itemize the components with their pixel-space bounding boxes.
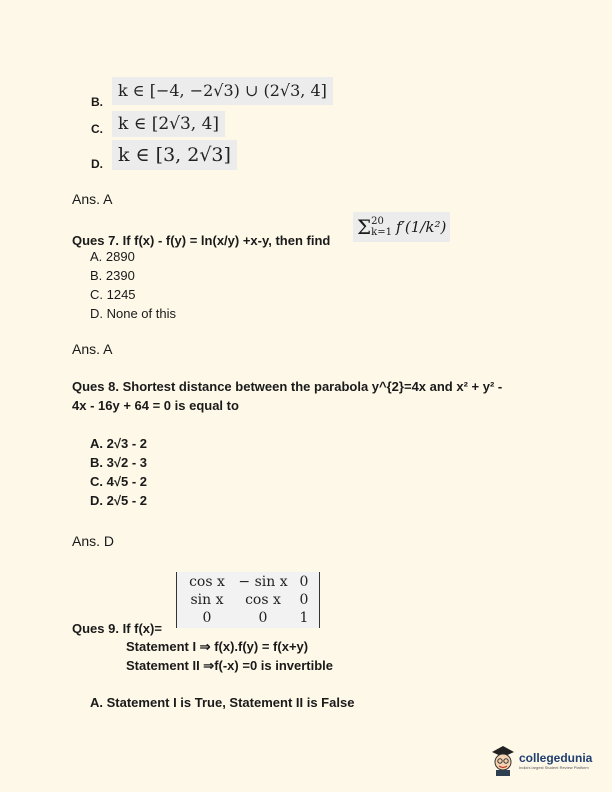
question-9-label: Ques 9. If f(x)= [72, 621, 162, 636]
question-9-matrix [176, 572, 320, 628]
option-b: B. 3√2 - 3 [90, 455, 147, 470]
matrix-cell: − sin x [238, 574, 288, 590]
option-math-c: k ∈ [2√3, 4] [112, 111, 225, 137]
matrix-cell: 0 [202, 610, 212, 626]
question-7-text: Ques 7. If f(x) - f(y) = ln(x/y) +x-y, then find [72, 233, 331, 248]
collegedunia-logo [490, 744, 592, 776]
matrix-cell: 1 [299, 610, 309, 626]
matrix-cell: 0 [299, 574, 309, 590]
answer-q6: Ans. A [72, 191, 113, 207]
question-8-line1: Ques 8. Shortest distance between the parabola y^{2}=4x and x² + y² - [72, 379, 503, 394]
question-9-option-a: A. Statement I is True, Statement II is False [90, 695, 355, 710]
logo-tagline: India's largest Student Review Platform [519, 764, 589, 770]
option-a: A. 2890 [90, 249, 135, 264]
question-8-options [90, 434, 147, 510]
sum-expression: f′(1/k²) [395, 218, 447, 236]
matrix-cell: 0 [258, 610, 268, 626]
option-letter-c: C. [91, 122, 103, 136]
question-7-sum [353, 212, 450, 242]
matrix-cell: cos x [245, 592, 281, 608]
option-b: B. 2390 [90, 268, 135, 283]
option-d: D. 2√5 - 2 [90, 493, 147, 508]
option-letter-d: D. [91, 157, 103, 171]
option-letter-b: B. [91, 95, 103, 109]
question-9-statement-2: Statement II ⇒f(-x) =0 is invertible [126, 658, 334, 673]
answer-q7: Ans. A [72, 341, 113, 357]
question-9-statement-1: Statement I ⇒ f(x).f(y) = f(x+y) [126, 639, 309, 654]
option-c: C. 4√5 - 2 [90, 474, 147, 489]
question-7-options [90, 247, 176, 323]
sum-lower: k=1 [371, 227, 392, 238]
matrix-cell: cos x [189, 574, 225, 590]
sum-symbol: Σ [357, 215, 372, 239]
matrix-cell: sin x [190, 592, 224, 608]
option-a: A. 2√3 - 2 [90, 436, 147, 451]
question-8-text [72, 377, 502, 415]
option-c: C. 1245 [90, 287, 136, 302]
question-8-line2: 4x - 16y + 64 = 0 is equal to [72, 398, 239, 413]
logo-name: collegedunia [519, 750, 593, 765]
sum-upper: 20 [371, 216, 384, 227]
mascot-icon [490, 744, 516, 776]
answer-q8: Ans. D [72, 533, 115, 549]
option-math-b: k ∈ [−4, −2√3) ∪ (2√3, 4] [112, 77, 333, 105]
matrix-cell: 0 [299, 592, 309, 608]
option-math-d: k ∈ [3, 2√3] [112, 140, 237, 170]
option-d: D. None of this [90, 306, 176, 321]
